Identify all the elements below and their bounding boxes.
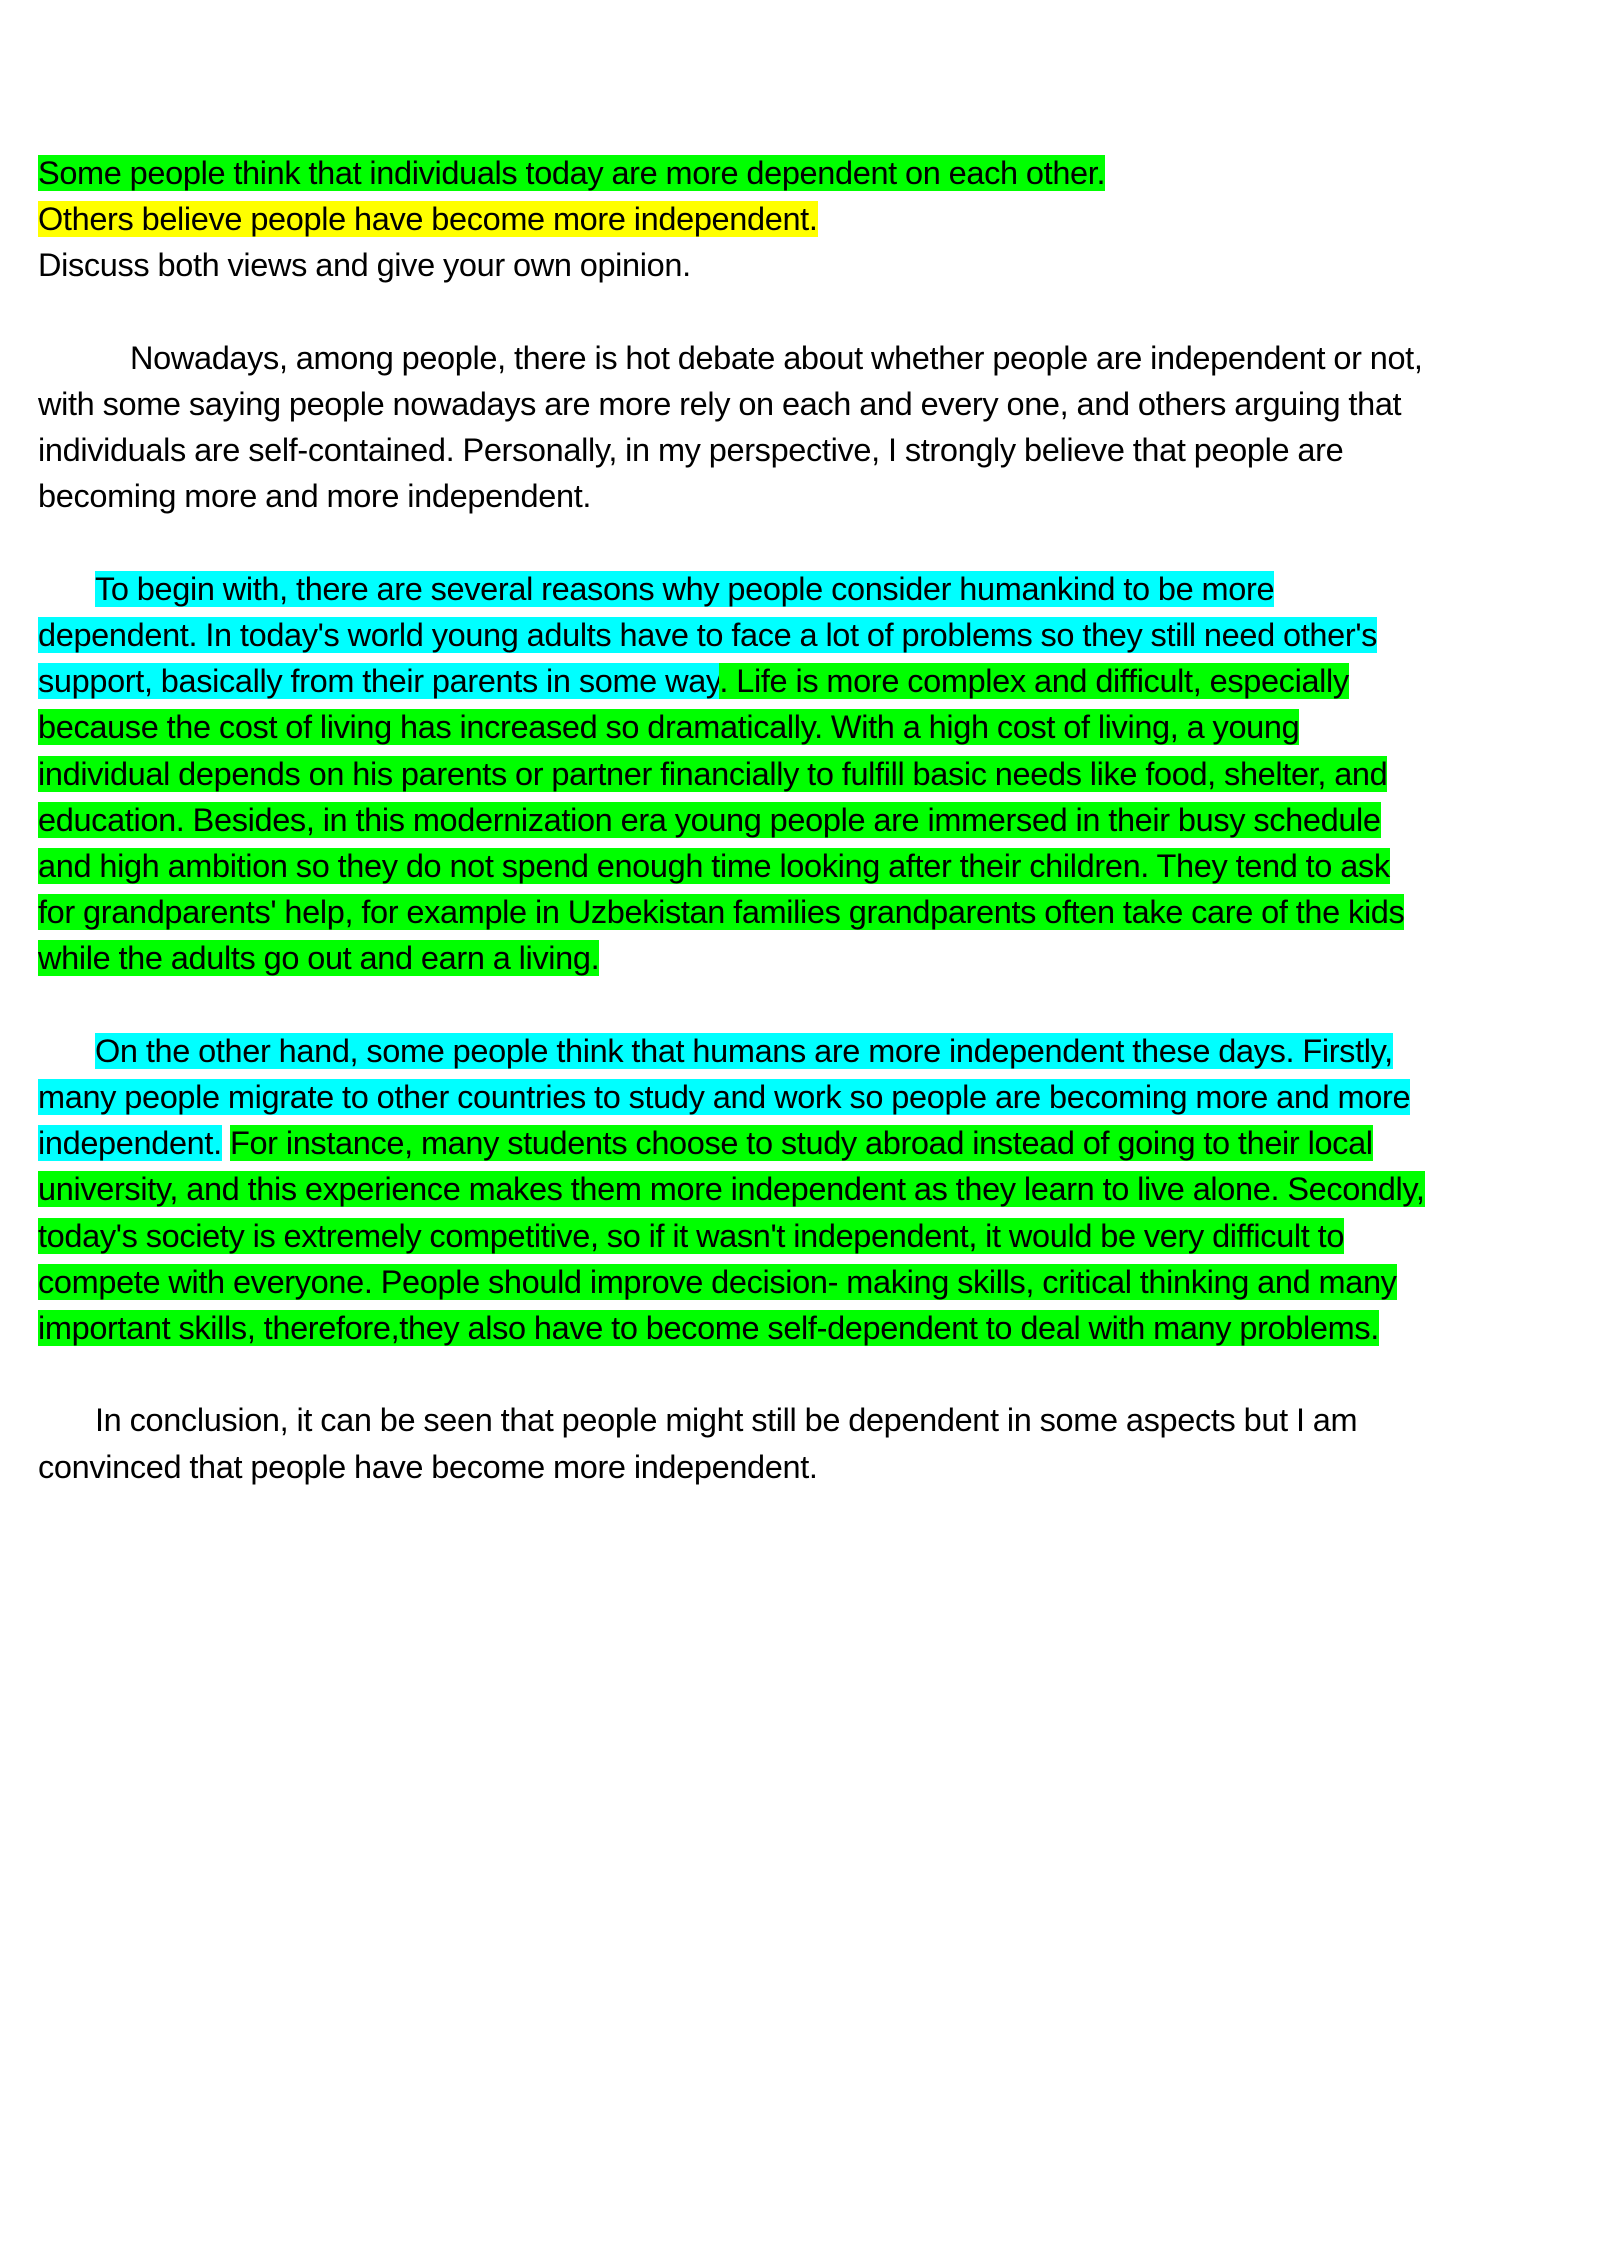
conclusion-line-2: convinced that people have become more independent. [38,1448,818,1485]
body-paragraph-2 [38,1028,1578,1351]
body1-green-5: individual depends on his parents or partner financially to fulfill basic needs like food, shelter, and [38,755,1388,792]
body1-line [38,658,1578,704]
body1-green-3: . Life is more complex and difficult, especially [719,663,1349,700]
intro-line-3: individuals are self-contained. Personally, in my perspective, I strongly believe that people are [38,432,1344,469]
body-paragraph-1 [38,566,1578,982]
body1-line [38,566,1578,612]
body1-cyan-2: dependent. In today's world young adults have to face a lot of problems so they still need other's [38,617,1378,653]
body2-green-3: For instance, many students choose to study abroad instead of going to their local [229,1125,1373,1162]
body1-green-6: education. Besides, in this modernization era young people are immersed in their busy schedule [38,801,1381,838]
body1-cyan-3: support, basically from their parents in some way [38,663,720,700]
body2-line [38,1259,1578,1305]
body2-cyan-3: independent. [38,1125,222,1162]
body2-cyan-2: many people migrate to other countries to study and work so people are becoming more and more [38,1079,1411,1116]
body1-green-8: for grandparents' help, for example in Uzbekistan families grandparents often take care of the kids [38,894,1405,931]
body2-green-5: today's society is extremely competitive, so if it wasn't independent, it would be very difficult to [38,1217,1345,1254]
prompt-line [38,150,1578,196]
intro-line-4: becoming more and more independent. [38,478,592,515]
body2-line [38,1074,1578,1120]
body1-line [38,751,1578,797]
essay-prompt [38,150,1578,289]
prompt-line-3: Discuss both views and give your own opinion. [38,247,691,284]
body1-green-4: because the cost of living has increased so dramatically. With a high cost of living, a young [38,709,1300,746]
body2-green-6: compete with everyone. People should improve decision- making skills, critical thinking and many [38,1263,1397,1300]
intro-line-2: with some saying people nowadays are more rely on each and every one, and others arguing that [38,386,1402,422]
body1-line [38,889,1578,935]
essay-text [38,150,1578,1536]
intro-line-1: Nowadays, among people, there is hot debate about whether people are independent or not, [130,339,1423,376]
body2-line [38,1028,1578,1074]
body1-line [38,612,1578,658]
body1-cyan-1: To begin with, there are several reasons why people consider humankind to be more [95,570,1275,607]
body1-line [38,935,1578,981]
body2-green-7: important skills, therefore,they also have to become self-dependent to deal with many problems. [38,1310,1379,1347]
body2-line [38,1120,1578,1166]
body2-cyan-1: On the other hand, some people think that humans are more independent these days. Firstly, [95,1032,1393,1069]
prompt-line-1: Some people think that individuals today are more dependent on each other. [38,155,1106,191]
prompt-line [38,196,1578,242]
body2-line [38,1305,1578,1351]
body1-green-7: and high ambition so they do not spend enough time looking after their children. They tend to ask [38,848,1390,885]
conclusion-paragraph [38,1397,1578,1489]
body1-line [38,704,1578,750]
body2-green-4: university, and this experience makes them more independent as they learn to live alone. Secondly, [38,1171,1425,1208]
intro-paragraph [38,335,1578,520]
body1-line [38,797,1578,843]
prompt-line-2: Others believe people have become more independent. [38,201,818,238]
conclusion-line-1: In conclusion, it can be seen that people might still be dependent in some aspects but I am [95,1402,1358,1439]
body1-green-9: while the adults go out and earn a living. [38,940,600,977]
body1-line [38,843,1578,889]
body2-line [38,1213,1578,1259]
body2-line [38,1166,1578,1212]
